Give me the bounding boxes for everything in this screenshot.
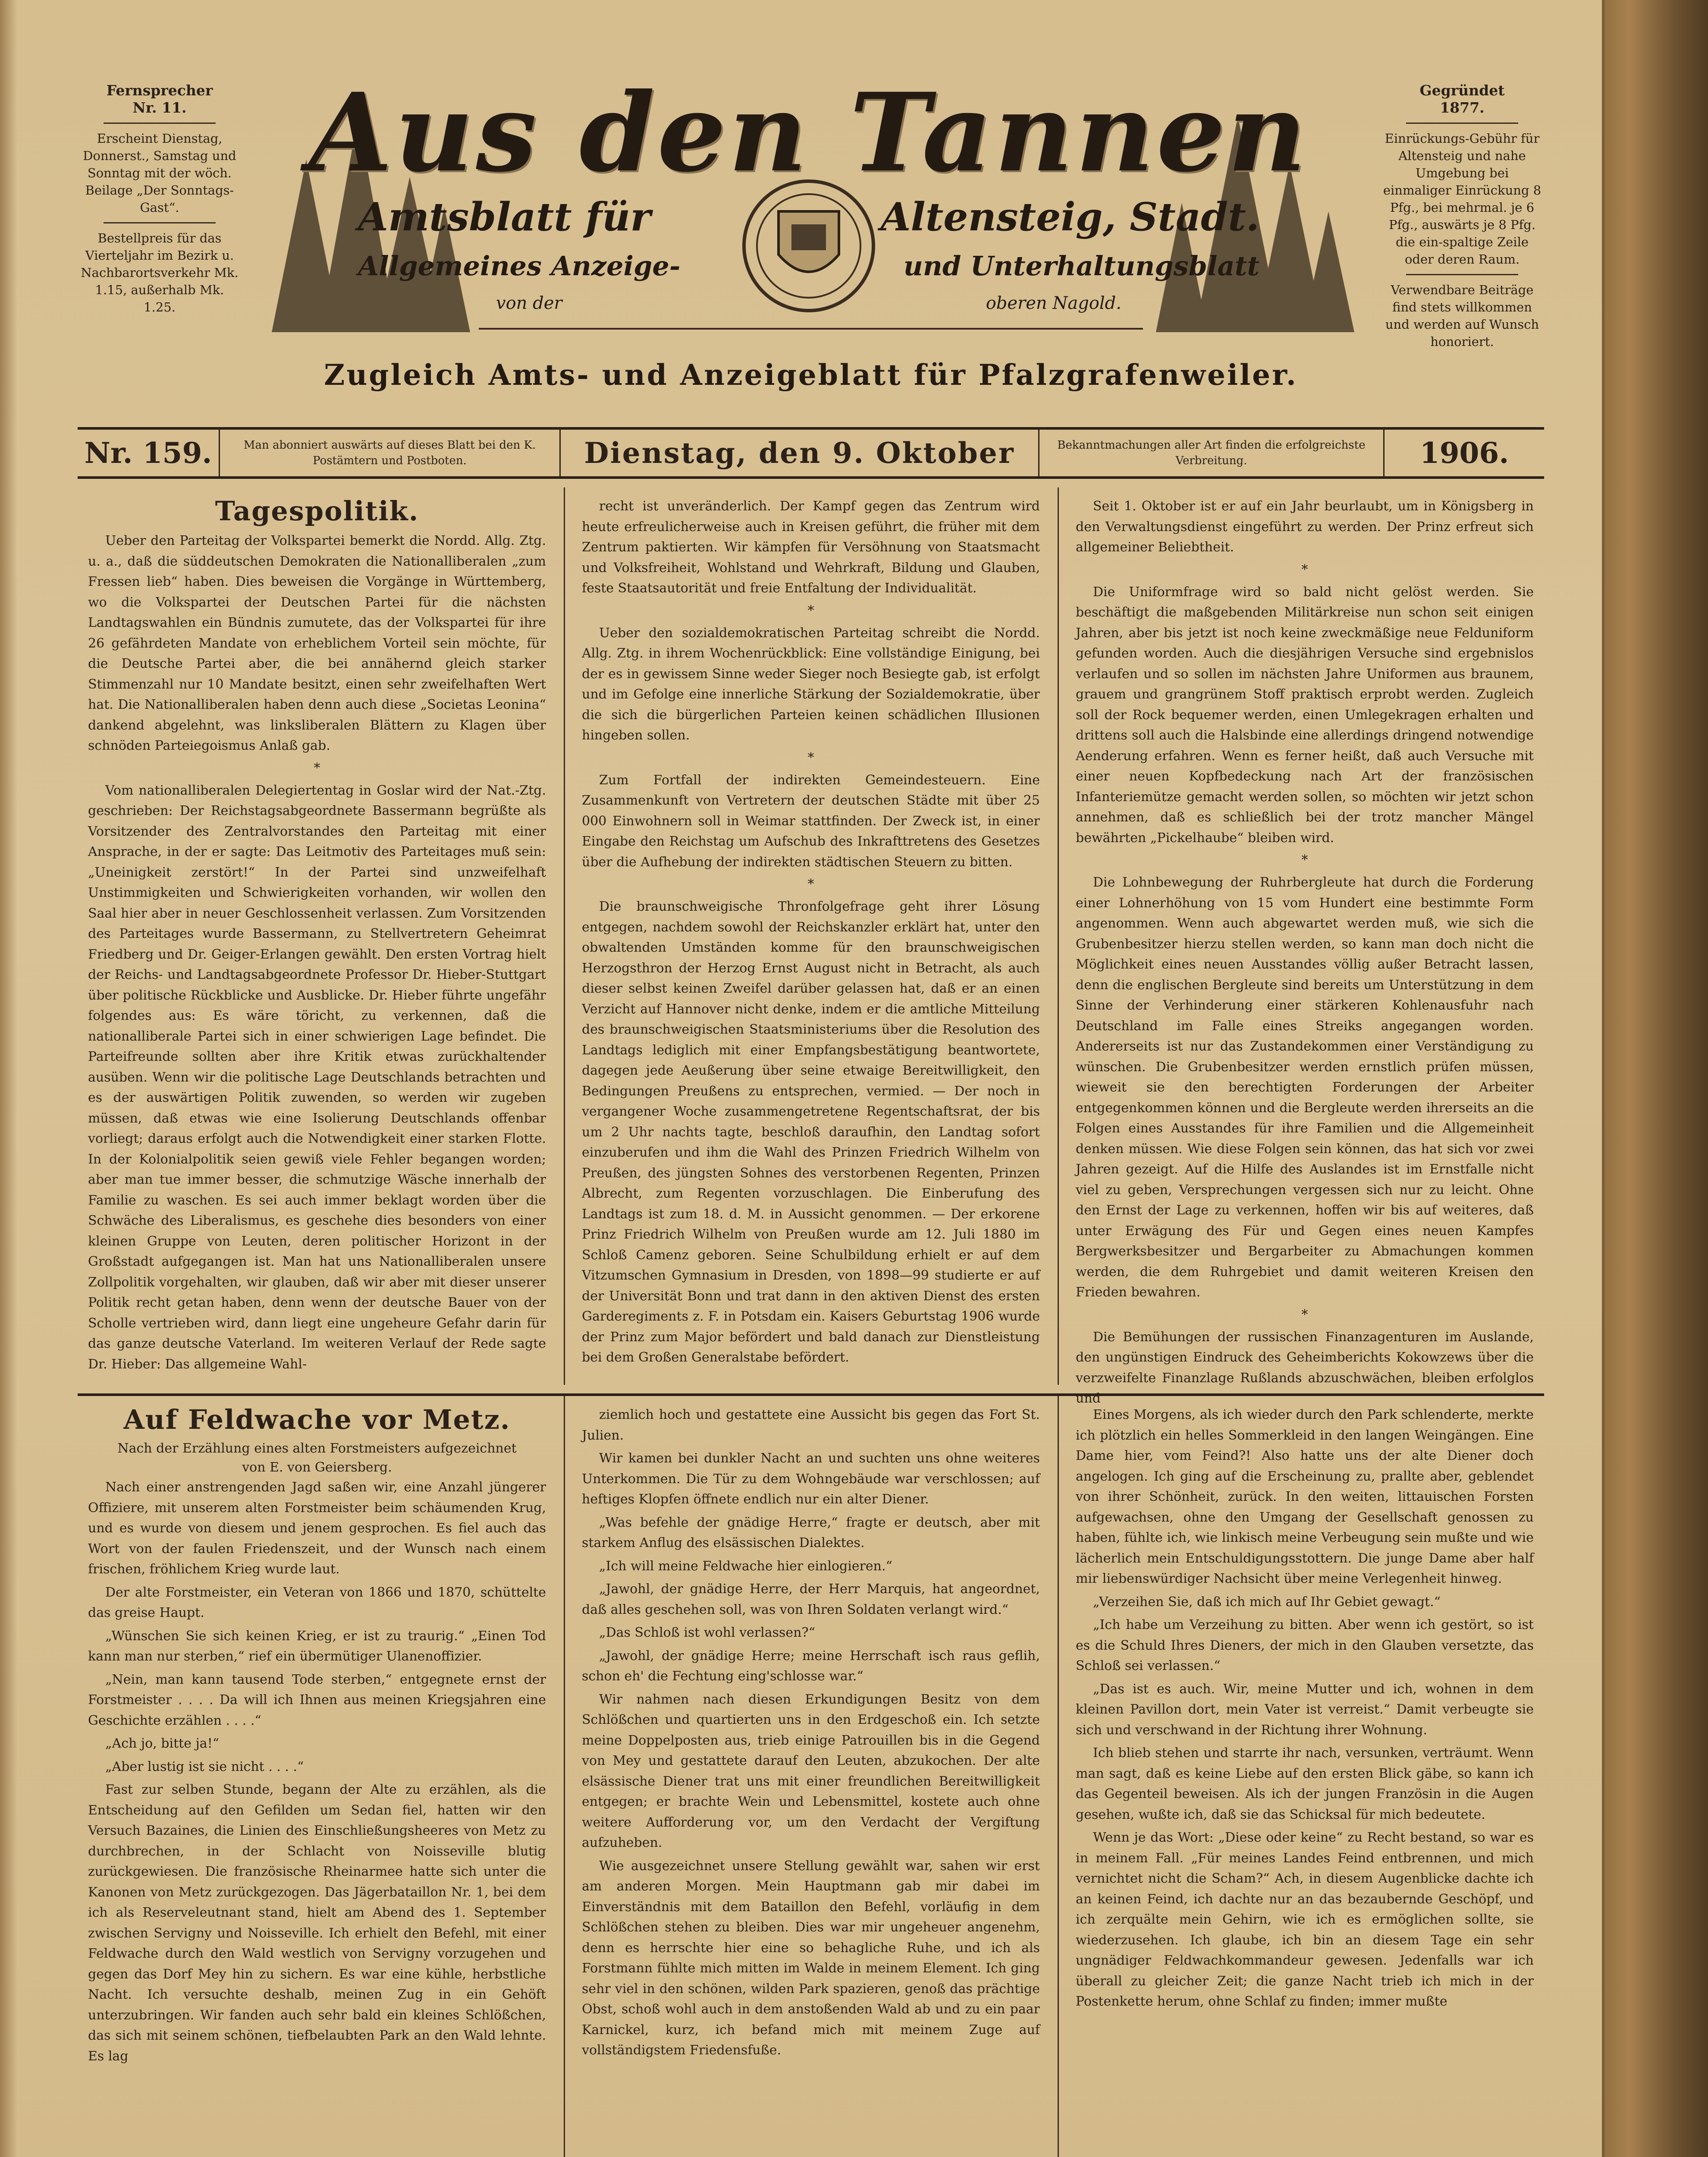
article-paragraph: Die Uniformfrage wird so bald nicht gelöst werden. Sie beschäftigt die maßgebenden Militärkreise nun schon seit einigen Jahren, aber bis jetzt ist noch keine zweckmäßige neue Felduniform gefunden worden. Auch die diesjährigen Versuche sind ergebnislos verlaufen und so sollen im nächsten Jahre Uniformen aus braunem, grauem und grangrünem Stoff praktisch erprobt werden. Zugleich soll der Rock bequemer werden, einen Umlegekragen erhalten und drittens soll auch die Halsbinde eine allerdings dringend notwendige Aenderung erfahren. Wenn es ferner heißt, daß auch Versuche mit einer neuen Kopfbedeckung nach Art der französischen Infanteriemütze gemacht werden sollen, so möchten wir jetzt schon annehmen, daß es schließlich bei der trotz mancher Mängel bewährten „Pickelhaube“ bleiben wird. xyxy=(1076,584,1534,846)
column-1 xyxy=(78,487,556,1385)
divider xyxy=(1406,274,1518,275)
announcement-note: Bekanntmachungen aller Art finden die erfolgreichste Verbreitung. xyxy=(1039,430,1385,476)
story-paragraph: Ich blieb stehen und starrte ihr nach, versunken, verträumt. Wenn man sagt, daß es keine Liebe auf den ersten Blick gäbe, so kann ich das Gegenteil beweisen. Als ich der jungen Französin in die Augen gesehen, wußte ich, daß sie das Schicksal für mich bedeutete. xyxy=(1076,1745,1534,1822)
contributions-note: Verwendbare Beiträge find stets willkommen und werden auf Wunsch honoriert. xyxy=(1385,283,1539,349)
story-paragraph: „Verzeihen Sie, daß ich mich auf Ihr Gebiet gewagt.“ xyxy=(1093,1594,1441,1610)
subscription-note: Man abonniert auswärts auf dieses Blatt bei den K. Postämtern und Postboten. xyxy=(220,430,561,476)
subtitle-3-left: von der xyxy=(496,293,562,313)
book-binding xyxy=(1596,0,1708,2157)
issue-bar xyxy=(78,427,1544,479)
story-paragraph: Wie ausgezeichnet unsere Stellung gewählt war, sahen wir erst am anderen Morgen. Mein Hauptmann gab mir dabei im Einverständnis mit dem Bataillon den Befehl, vorläufig in dem Schlößchen stehen zu bleiben. Dies war mir ungeheuer angenehm, denn es herrschte hier eine so behagliche Ruhe, und ich als Forstmann fühlte mich mitten im Walde in meinem Element. Ich ging sehr viel in den schönen, wilden Park spazieren, genoß das prächtige Obst, schoß wohl auch in dem anstoßenden Wald ab und zu ein paar Karnickel, kurz, ich befand mich mit meinem Zuge auf vollständigstem Friedensfuße. xyxy=(582,1858,1040,2058)
masthead-right-box xyxy=(1380,82,1544,350)
separator-star-icon: * xyxy=(807,877,814,892)
article-paragraph: Ueber den sozialdemokratischen Parteitag schreibt die Nordd. Allg. Ztg. in ihrem Wochenrückblick: Eine vollständige Einigung, bei der es in gewissem Sinne weder Sieger noch Besiegte gab, ist erfolgt und im Gefolge eine innerliche Stärkung der Sozialdemokratie, über die sich die bürgerlichen Parteien keinen schädlichen Illusionen hingeben sollen. xyxy=(582,625,1040,743)
separator-star-icon: * xyxy=(807,750,814,765)
subtitle-line-2 xyxy=(358,250,1259,282)
news-section xyxy=(78,487,1544,1406)
publication-schedule: Erscheint Dienstag, Donnerst., Samstag und Sonntag mit der wöch. Beilage „Der Sonntags-Gast“. xyxy=(83,131,236,215)
story-paragraph: „Jawohl, der gnädige Herre, der Herr Marquis, hat angeordnet, daß alles geschehen soll, was von Ihren Soldaten verlangt wird.“ xyxy=(582,1582,1040,1617)
story-paragraph: ziemlich hoch und gestattete eine Aussicht bis gegen das Fort St. Julien. xyxy=(582,1407,1040,1443)
subtitle-3-right: oberen Nagold. xyxy=(986,293,1121,313)
founded-year: 1877. xyxy=(1440,99,1485,116)
tagline: Zugleich Amts- und Anzeigeblatt für Pfalzgrafenweiler. xyxy=(324,358,1298,392)
story-byline: Nach der Erzählung eines alten Forstmeisters aufgezeichnet xyxy=(117,1441,517,1456)
subtitle-left: Amtsblatt für xyxy=(358,194,651,240)
column-2 xyxy=(571,487,1050,1385)
masthead-left-box xyxy=(78,82,242,316)
story-paragraph: Der alte Forstmeister, ein Veteran von 1866 und 1870, schüttelte das greise Haupt. xyxy=(88,1585,546,1620)
story-paragraph: „Ach jo, bitte ja!“ xyxy=(105,1736,220,1751)
phone-label: Fernsprecher xyxy=(106,82,213,99)
divider xyxy=(104,222,216,223)
article-paragraph: Die braunschweigische Thronfolgefrage geht ihrer Lösung entgegen, nachdem sowohl der Reichskanzler erklärt hat, unter den obwaltenden Umständen komme für den braunschweigischen Herzogsthron der Herzog Ernst August nicht in Betracht, als auch dieser selbst keinen Zweifel darüber gelassen hat, daß er an einen Verzicht auf Hannover nicht denke, indem er die amtliche Mitteilung des braunschweigischen Staatsministeriums über die Resolution des Landtags lediglich mit einer Empfangsbestätigung beantwortete, dagegen jede Aeußerung über seine etwaige Bereitwilligkeit, den Bedingungen Preußens zu entsprechen, vermied. — Der noch in vergangener Woche zusammengetretene Regentschaftsrat, der bis um 2 Uhr nachts tagte, beschloß daraufhin, den Landtag sofort einzuberufen und ihm die Wahl des Prinzen Friedrich Wilhelm von Preußen, des jüngsten Sohnes des verstorbenen Regenten, Prinzen Albrecht, zum Regenten vorzuschlagen. Die Einberufung des Landtags ist zum 18. d. M. in Aussicht genommen. — Der erkorene Prinz Friedrich Wilhelm von Preußen wurde am 12. Juli 1880 im Schloß Camenz geboren. Seine Schulbildung erhielt er auf dem Vitzumschen Gymnasium in Dresden, von 1898—99 studierte er auf der Universität Bonn und trat dann in den aktiven Dienst des ersten Garderegiments z. F. in Potsdam ein. Kaisers Geburtstag 1906 wurde der Prinz zum Major befördert und bald danach zur Dienstleistung bei dem Großen Generalstabe befördert. xyxy=(582,899,1040,1365)
article-paragraph: Die Bemühungen der russischen Finanzagenturen im Auslande, den ungünstigen Eindruck des Geheimberichts Kokowzews über die verzweifelte Finanzlage Rußlands abzuschwächen, bleiben erfolglos und xyxy=(1076,1329,1534,1406)
separator-star-icon: * xyxy=(314,760,320,776)
article-paragraph: recht ist unveränderlich. Der Kampf gegen das Zentrum wird heute erfreulicherweise auch in Kreisen geführt, die früher mit dem Zentrum paktierten. Wir kämpfen für Versöhnung von Staatsmacht und Volksfreiheit, Wohlstand und Wehrkraft, Bildung und Glauben, feste Staatsautorität und freie Entfaltung der Individualität. xyxy=(582,499,1040,596)
founded-label: Gegründet xyxy=(1419,82,1505,99)
separator-star-icon: * xyxy=(807,603,814,618)
phone-number: Nr. 11. xyxy=(132,99,187,116)
column-rule xyxy=(1058,487,1059,1385)
issue-date: Dienstag, den 9. Oktober xyxy=(561,430,1039,476)
article-paragraph: Zum Fortfall der indirekten Gemeindesteuern. Eine Zusammenkunft von Vertretern der deutschen Städte mit über 25 000 Einwohnern soll in Weimar stattfinden. Der Zweck ist, in einer Eingabe den Reichstag um Aufschub des Inkrafttretens des Gesetzes über die Aufhebung der indirekten städtischen Steuern zu bitten. xyxy=(582,772,1040,870)
divider xyxy=(1406,123,1518,124)
subtitle-line-1 xyxy=(358,194,1259,240)
subtitle-right: Altensteig, Stadt. xyxy=(880,194,1259,240)
column-rule xyxy=(1058,1396,1059,2157)
story-author: von E. von Geiersberg. xyxy=(242,1460,392,1475)
separator-star-icon: * xyxy=(1301,562,1308,577)
divider xyxy=(104,123,216,124)
story-paragraph: „Das ist es auch. Wir, meine Mutter und ich, wohnen in dem kleinen Pavillon dort, mein Vater ist verreist.“ Damit verbeugte sie sich und verschwand in der Richtung ihrer Wohnung. xyxy=(1076,1681,1534,1738)
story-paragraph: „Ich habe um Verzeihung zu bitten. Aber wenn ich gestört, so ist es die Schuld Ihres Dieners, der mich in den Glauben versetzte, das Schloß sei verlassen.“ xyxy=(1076,1617,1534,1673)
subscription-price: Bestellpreis für das Vierteljahr im Bezirk u. Nachbarortsverkehr Mk. 1.15, außerhalb Mk. 1.25. xyxy=(81,231,239,314)
story-paragraph: „Was befehle der gnädige Herre,“ fragte er deutsch, aber mit starkem Anflug des elsässischen Dialektes. xyxy=(582,1515,1040,1550)
page-edge-shadow xyxy=(0,0,17,2157)
column-rule xyxy=(564,1396,565,2157)
story-paragraph: Nach einer anstrengenden Jagd saßen wir, eine Anzahl jüngerer Offiziere, mit unserem alten Forstmeister beim schäumenden Krug, und es wurde von diesem und jenem gesprochen. Es fiel auch das Wort von der faulen Friedenszeit, und der Wunsch nach einem frischen, fröhlichem Krieg wurde laut. xyxy=(88,1480,546,1577)
story-heading: Auf Feldwache vor Metz. xyxy=(123,1404,511,1435)
masthead-logo-panel xyxy=(254,65,1363,341)
issue-year: 1906. xyxy=(1419,436,1509,470)
story-paragraph: Wir kamen bei dunkler Nacht an und suchten uns ohne weiteres Unterkommen. Die Tür zu dem Wohngebäude war verschlossen; auf heftiges Klopfen öffnete endlich nur ein alter Diener. xyxy=(582,1451,1040,1507)
article-paragraph: Die Lohnbewegung der Ruhrbergleute hat durch die Forderung einer Lohnerhöhung von 15 vom Hundert eine bestimmte Form angenommen. Wenn auch abgewartet werden muß, wie sich die Grubenbesitzer hierzu stellen werden, so kann man doch nicht die Möglichkeit eines neuen Ausstandes völlig außer Betracht lassen, denn die englischen Bergleute sind bereits um Unterstützung in dem Sinne der Verhinderung einer stärkeren Kohlenausfuhr nach Deutschland im Falle eines Streiks angegangen worden. Andererseits ist nur das Zustandekommen einer Verständigung zu wünschen. Die Grubenbesitzer werden ernstlich prüfen müssen, wieweit sie den berechtigten Forderungen der Arbeiter entgegenkommen können und die Bergleute werden ihrerseits an die Folgen eines Ausstandes für ihre Familien und die Allgemeinheit denken müssen. Wie diese Folgen sein können, das hat sich vor zwei Jahren gezeigt. Auf die Hilfe des Auslandes ist im Ernstfalle nicht viel zu geben, Versprechungen vergessen sich nur zu leicht. Ohne den Ernst der Lage zu verkennen, hoffen wir bis auf weiteres, daß unter Erwägung des Für und Gegen eines neuen Kampfes Bergwerksbesitzer und Bergarbeiter zu Abmachungen kommen werden, die dem Ruhrgebiet und damit weiteren Kreisen den Frieden bewahren. xyxy=(1076,875,1534,1300)
story-paragraph: „Jawohl, der gnädige Herre; meine Herrschaft isch raus geflih, schon eh' die Fechtung eing'schlosse war.“ xyxy=(582,1648,1040,1684)
story-paragraph: „Nein, man kann tausend Tode sterben,“ entgegnete ernst der Forstmeister . . . . Da will ich Ihnen aus meinen Kriegsjahren eine Geschichte erzählen . . . .“ xyxy=(88,1672,546,1728)
subtitle-2-left: Allgemeines Anzeige- xyxy=(358,250,681,282)
column-3 xyxy=(1065,1396,1544,2157)
newspaper-title: Aus den Tannen xyxy=(308,69,1309,196)
column-1 xyxy=(78,1396,556,2157)
story-paragraph: „Das Schloß ist wohl verlassen?“ xyxy=(599,1625,815,1640)
section-heading: Tagespolitik. xyxy=(215,495,419,527)
feuilleton-section xyxy=(78,1393,1544,2157)
story-paragraph: „Wünschen Sie sich keinen Krieg, er ist zu traurig.“ „Einen Tod kann man nur sterben,“ rief ein übermütiger Ulanenoffizier. xyxy=(88,1628,546,1664)
separator-star-icon: * xyxy=(1301,852,1308,868)
issue-number: Nr. 159. xyxy=(78,430,220,476)
column-2 xyxy=(571,1396,1050,2157)
article-paragraph: Vom nationalliberalen Delegiertentag in Goslar wird der Nat.-Ztg. geschrieben: Der Reichstagsabgeordnete Bassermann begrüßte als Vorsitzender des Zentralvorstandes den Parteitag mit einer Ansprache, in der er sagte: Das Leitmotiv des Parteitages muß sein: „Uneinigkeit zerstört!“ In der Partei sind unzweifelhaft Unstimmigkeiten und Schwierigkeiten vorhanden, wir wollen den Saal hier aber in neuer Geschlossenheit verlassen. Zum Vorsitzenden des Parteitages wurde Bassermann, zu Stellvertretern Geheimrat Friedberg und Dr. Geiger-Erlangen gewählt. Den ersten Vortrag hielt der Reichs- und Landtagsabgeordnete Professor Dr. Hieber-Stuttgart über politische Rückblicke und Ausblicke. Dr. Hieber führte ungefähr folgendes aus: Es wäre töricht, zu verkennen, daß die nationalliberale Partei sich in einer schwierigen Lage befindet. Die Parteifreunde sollten aber ihre Kritik etwas zurückhaltender ausüben. Wenn wir die politische Lage Deutschlands betrachten und es der auswärtigen Politik zuwenden, so werden wir zugeben müssen, daß etwas wie eine Isolierung Deutschlands offenbar vorliegt; daraus erfolgt auch die Notwendigkeit einer starken Flotte. In der Kolonialpolitik seien gewiß viele Fehler begangen worden; aber man tue immer besser, die schmutzige Wäsche innerhalb der Familie zu waschen. Es sei auch immer beklagt worden über die Schwäche des Liberalismus, es geschehe dies besonders von einer kleinen Gruppe von Leuten, deren politischer Horizont in der Großstadt aufgegangen ist. Man hat uns Nationalliberalen unsere Zollpolitik vorgehalten, wir glauben, daß wir aber mit dieser unserer Politik recht getan haben, denn wenn der deutsche Bauer von der Scholle vertrieben wird, dann liegt eine ungeheure Gefahr darin für das ganze deutsche Vaterland. Im weiteren Verlauf der Rede sagte Dr. Hieber: Das allgemeine Wahl- xyxy=(88,783,546,1372)
story-paragraph: „Aber lustig ist sie nicht . . . .“ xyxy=(105,1759,304,1774)
story-paragraph: Fast zur selben Stunde, begann der Alte zu erzählen, als die Entscheidung auf den Gefilden um Sedan fiel, hatten wir den Versuch Bazaines, die Linien des Einschließungsheeres von Metz zu durchbrechen, in der Schlacht von Noisseville blutig zurückgewiesen. Die französische Rheinarmee hatte sich unter die Kanonen von Metz zurückgezogen. Das Jägerbataillon Nr. 1, bei dem ich als Reserveleutnant stand, hielt am Abend des 1. September zwischen Servigny und Noisseville. Ich erhielt den Befehl, mit einer Feldwache durch den Wald westlich von Servigny vorzugehen und gegen das Dorf Mey hin zu sichern. Es war eine kühle, herbstliche Nacht. Ich versuchte deshalb, meinen Zug in ein Gehöft unterzubringen. Wir fanden auch sehr bald ein kleines Schlößchen, das sich mit seinem schönen, tiefbelaubten Park an den Wald lehnte. Es lag xyxy=(88,1782,546,2064)
article-paragraph: Seit 1. Oktober ist er auf ein Jahr beurlaubt, um in Königsberg in den Verwaltungsdienst eingeführt zu werden. Der Prinz erfreut sich allgemeiner Beliebtheit. xyxy=(1076,499,1534,555)
column-rule xyxy=(564,487,565,1385)
column-3 xyxy=(1065,487,1544,1406)
article-paragraph: Ueber den Parteitag der Volkspartei bemerkt die Nordd. Allg. Ztg. u. a., daß die süddeutschen Demokraten die Nationalliberalen „zum Fressen lieb“ haben. Dies beweisen die Vorgänge in Württemberg, wo die Volkspartei der Deutschen Partei für die nächsten Landtagswahlen ein Bündnis zumutete, das der Volkspartei für ihre 26 gefährdeten Mandate von erheblichem Vorteil sein möchte, für die Deutsche Partei aber, die bei annähernd gleich starker Stimmenzahl nur 10 Mandate besitzt, einen sehr zweifelhaften Wert hat. Die Nationalliberalen haben denn auch diese „Societas Leonina“ dankend abgelehnt, was linksliberalen Blättern zu Klagen über schnöden Parteiegoismus Anlaß gab. xyxy=(88,533,546,753)
masthead xyxy=(78,65,1544,401)
advertising-fee: Einrückungs-Gebühr für Altensteig und nahe Umgebung bei einmaliger Einrückung 8 Pfg., bei mehrmal. je 6 Pfg., auswärts je 8 Pfg. die ein-spaltige Zeile oder deren Raum. xyxy=(1383,131,1542,267)
story-paragraph: Eines Morgens, als ich wieder durch den Park schlenderte, merkte ich plötzlich ein helles Sommerkleid in den langen Weingängen. Eine Dame hier, vom Feind?! Also hatte uns der alte Diener doch angelogen. Ich ging auf die Erscheinung zu, prallte aber, geblendet von ihrer Schönheit, zurück. In den weiten, littauischen Forsten aufgewachsen, ohne den Umgang der Gesellschaft genossen zu haben, fühlte ich, wie linkisch meine Verbeugung sein mußte und wie lächerlich mein Entschuldigungsstottern. Die junge Dame aber half mir liebenswürdiger Nachsicht über meine Verlegenheit hinweg. xyxy=(1076,1407,1534,1586)
subtitle-2-right: und Unterhaltungsblatt xyxy=(903,250,1259,282)
separator-star-icon: * xyxy=(1301,1307,1308,1322)
subtitle-line-3 xyxy=(496,293,1121,313)
story-paragraph: Wenn je das Wort: „Diese oder keine“ zu Recht bestand, so war es in meinem Fall. „Für meines Landes Feind entbrennen, und mich vernichtet nicht die Scham?“ Ach, in diesem Augenblicke dachte ich an keinen Feind, ich dachte nur an das bezaubernde Geschöpf, und ich zerquälte mein Gehirn, wie ich es ermöglichen sollte, sie wiederzusehen. Ich glaube, ich bin an diesem Tage ein sehr ungnädiger Feldwachkommandeur gewesen. Jedenfalls war ich überall zu gleicher Zeit; die ganze Nacht trieb ich mich in der Postenkette herum, ohne Schlaf zu finden; immer mußte xyxy=(1076,1830,1534,2009)
story-paragraph: Wir nahmen nach diesen Erkundigungen Besitz von dem Schlößchen und quartierten uns in den Erdgeschoß ein. Ich setzte meine Doppelposten aus, trieb einige Patrouillen bis in die Gegend von Mey und gestattete darauf den Leuten, abzukochen. Der alte elsässische Diener trat uns mit einer freundlichen Bereitwilligkeit entgegen; er brachte Wein und Lebensmittel, kostete auch ohne weitere Aufforderung vor, um den Verdacht der Vergiftung aufzuheben. xyxy=(582,1692,1040,1850)
story-paragraph: „Ich will meine Feldwache hier einlogieren.“ xyxy=(599,1558,892,1574)
